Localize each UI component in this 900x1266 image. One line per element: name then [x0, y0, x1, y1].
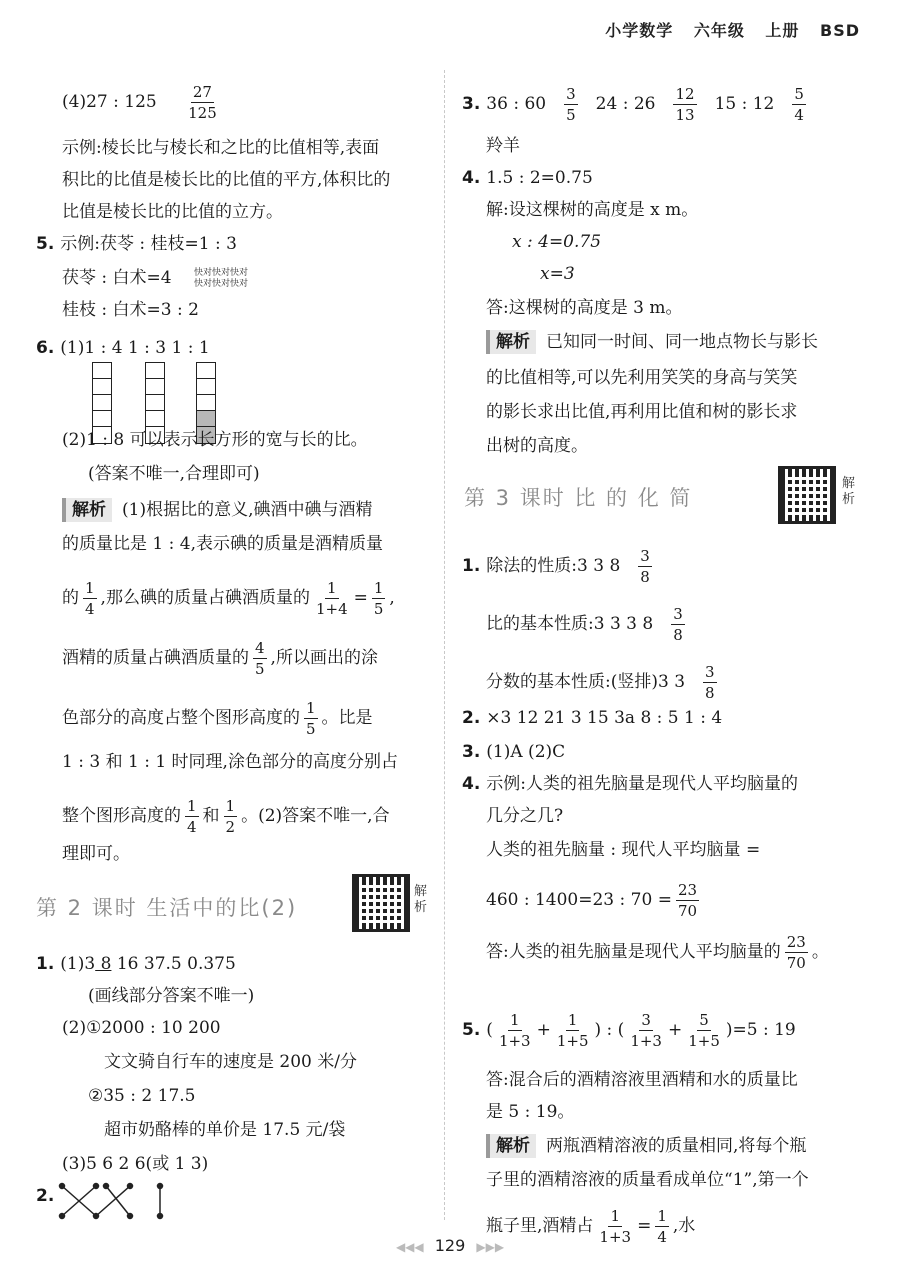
left-s2q1-line7: (3)5 6 2 6(或 1 3) — [62, 1154, 209, 1174]
right-analysis-line4: 出树的高度。 — [486, 436, 588, 456]
fraction: $\frac{27}{125}$ — [188, 83, 217, 122]
qr-code-icon[interactable] — [778, 466, 836, 524]
header-grade: 六年级 — [693, 21, 745, 40]
right-s3q5-line3: 是 5 : 19。 — [486, 1102, 575, 1122]
left-s2q1-line2: (画线部分答案不唯一) — [88, 986, 255, 1006]
left-s2q1-line6: 超市奶酪棒的单价是 17.5 元/袋 — [104, 1120, 346, 1140]
header-volume: 上册 — [765, 21, 800, 40]
left-analysis-line6: 1 : 3 和 1 : 1 时同理,涂色部分的高度分别占 — [62, 752, 398, 772]
right-s3q1-line1: 1. 除法的性质:3 3 8 $\frac{3}{8}$ — [462, 547, 650, 586]
left-analysis-line7: 整个图形高度的 $\frac{1}{4}$ 和 $\frac{1}{2}$ 。(2)答案不唯一,合 — [62, 797, 390, 836]
left-analysis-line2: 的质量比是 1 : 4,表示碘的质量是酒精质量 — [62, 534, 383, 554]
right-s3q5-line2: 答:混合后的酒精溶液里酒精和水的质量比 — [486, 1070, 798, 1090]
page-number: 129 — [434, 1236, 466, 1255]
page-header — [591, 18, 860, 41]
left-s2q1-line1: 1. (1)3 8 16 37.5 0.375 — [36, 954, 236, 974]
right-analysis-line2: 的比值相等,可以先利用笑笑的身高与笑笑 — [486, 368, 798, 388]
left-analysis-line3: 的 $\frac{1}{4}$ ,那么碘的质量占碘酒质量的 $\frac{1}{1+4}$ = $\frac{1}{5}$ , — [62, 579, 395, 618]
left-line: 示例:棱长比与棱长和之比的比值相等,表面 — [62, 138, 380, 158]
right-s3q4-line2: 几分之几? — [486, 806, 564, 826]
column-divider — [444, 70, 445, 1220]
left-q5-line2: 茯苓 : 白术=4 — [62, 268, 172, 288]
left-q6-line1: 6. (1)1 : 4 1 : 3 1 : 1 — [36, 338, 210, 358]
right-q4-line1: 4. 1.5 : 2=0.75 — [462, 168, 593, 188]
right-q4-line3: x : 4=0.75 — [512, 232, 602, 252]
right-s3q4-line1: 4. 示例:人类的祖先脑量是现代人平均脑量的 — [462, 774, 799, 794]
left-analysis-line8: 理即可。 — [62, 844, 130, 864]
right-s3q5-line1: 5. ( $\frac{1}{1+3}$ + $\frac{1}{1+5}$ ) : ( $\frac{3}{1+3}$ + $\frac{5}{1+5}$ )=5 : 19 — [462, 1011, 796, 1050]
left-line: 比值是棱长比的比值的立方。 — [62, 202, 283, 222]
left-s2q2-num: 2. — [36, 1186, 55, 1206]
left-analysis-line1: 解析 (1)根据比的意义,碘酒中碘与酒精 — [62, 498, 372, 522]
left-s2q1-line5: ②35 : 2 17.5 — [88, 1086, 196, 1106]
right-q4-line5: 答:这棵树的高度是 3 m。 — [486, 298, 683, 318]
right-analysis-line3: 的影长求出比值,再利用比值和树的影长求 — [486, 402, 798, 422]
right-s3q1-line3: 分数的基本性质:(竖排)3 3 $\frac{3}{8}$ — [486, 663, 715, 702]
right-analysis-line1: 解析 已知同一时间、同一地点物长与影长 — [486, 330, 818, 354]
left-q6-line3: (答案不唯一,合理即可) — [88, 464, 260, 484]
left-q6-line2: (2)1 : 8 可以表示长方形的宽与长的比。 — [62, 430, 368, 450]
qr-label: 解析 — [842, 476, 856, 507]
right-s3q4-line5: 答:人类的祖先脑量是现代人平均脑量的 $\frac{23}{70}$ 。 — [486, 933, 829, 972]
right-s3q4-line4: 460 : 1400=23 : 70 = $\frac{23}{70}$ — [486, 881, 698, 920]
right-s3q1-line2: 比的基本性质:3 3 3 8 $\frac{3}{8}$ — [486, 605, 683, 644]
right-s3q4-line3: 人类的祖先脑量 : 现代人平均脑量 = — [486, 840, 761, 860]
left-q5-line3: 桂枝 : 白术=3 : 2 — [62, 300, 199, 320]
section-title-lesson-2: 第 2 课时 生活中的比(2) — [36, 896, 298, 920]
left-analysis-line5: 色部分的高度占整个图形高度的 $\frac{1}{5}$ 。比是 — [62, 699, 373, 738]
left-q5-line1: 5. 示例:茯苓 : 桂枝=1 : 3 — [36, 234, 237, 254]
next-arrows-icon: ▶▶▶ — [476, 1240, 505, 1254]
right-q3-line2: 羚羊 — [486, 136, 520, 156]
matching-lines-diagram — [56, 1180, 186, 1222]
right-analysis2-line3: 瓶子里,酒精占 $\frac{1}{1+3}$ = $\frac{1}{4}$ ,水 — [486, 1207, 696, 1246]
left-s2q1-line3: (2)①2000 : 10 200 — [62, 1018, 221, 1038]
header-subject: 小学数学 — [605, 21, 674, 40]
analysis-tag: 解析 — [62, 498, 112, 522]
section-title-lesson-3: 第 3 课时 比 的 化 简 — [464, 486, 693, 510]
header-edition: BSD — [820, 21, 860, 40]
analysis-tag: 解析 — [486, 330, 536, 354]
right-q3-line: 3. 36 : 60 $\frac{3}{5}$ 24 : 26 $\frac{12}{13}$ 15 : 12 $\frac{5}{4}$ — [462, 85, 804, 124]
qr-label: 解析 — [414, 884, 428, 915]
right-s3q2-line: 2. ×3 12 21 3 15 3a 8 : 5 1 : 4 — [462, 708, 723, 728]
analysis-tag: 解析 — [486, 1134, 536, 1158]
watermark-note: 快对快对快对 快对快对快对 — [194, 268, 249, 289]
right-s3q3-line: 3. (1)A (2)C — [462, 742, 566, 762]
right-q4-line4: x=3 — [540, 264, 575, 284]
right-analysis2-line1: 解析 两瓶酒精溶液的质量相同,将每个瓶 — [486, 1134, 806, 1158]
prev-arrows-icon: ◀◀◀ — [395, 1240, 424, 1254]
page-footer — [0, 1236, 900, 1255]
left-line: 积比的比值是棱长比的比值的平方,体积比的 — [62, 170, 391, 190]
left-analysis-line4: 酒精的质量占碘酒质量的 $\frac{4}{5}$ ,所以画出的涂 — [62, 639, 378, 678]
left-s2q1-line4: 文文骑自行车的速度是 200 米/分 — [104, 1052, 357, 1072]
right-analysis2-line2: 子里的酒精溶液的质量看成单位“1”,第一个 — [486, 1170, 809, 1190]
left-q4-line: (4)27 : 125 $\frac{27}{125}$ — [62, 83, 217, 122]
right-q4-line2: 解:设这棵树的高度是 x m。 — [486, 200, 699, 220]
qr-code-icon[interactable] — [352, 874, 410, 932]
